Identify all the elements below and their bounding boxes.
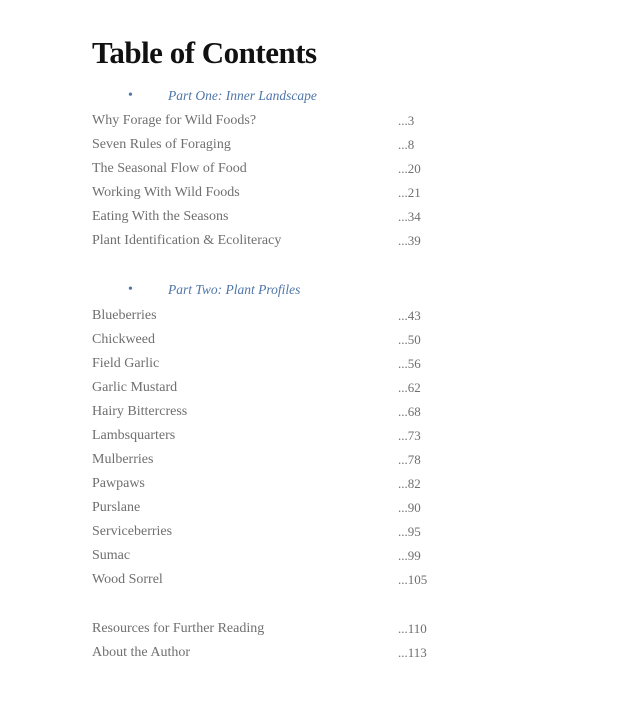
- toc-entry-title: Garlic Mustard: [92, 380, 178, 395]
- toc-entry-title: Lambsquarters: [92, 428, 176, 443]
- toc-entry-title: Mulberries: [92, 452, 154, 467]
- toc-entry[interactable]: [92, 353, 442, 375]
- toc-entry-page: ...78: [398, 452, 421, 467]
- toc-entry-page: ...68: [398, 404, 421, 419]
- toc-entry-page: ...3: [398, 113, 415, 128]
- toc-entry-title: Seven Rules of Foraging: [92, 137, 231, 152]
- toc-entry-title: Wood Sorrel: [92, 572, 163, 587]
- toc-entry-title: Pawpaws: [92, 476, 145, 491]
- toc-entry[interactable]: [92, 545, 442, 567]
- toc-entry[interactable]: [92, 110, 442, 132]
- toc-entry-resources[interactable]: [92, 618, 442, 640]
- part-heading-one: [128, 86, 317, 106]
- toc-entry-page: ...73: [398, 428, 421, 443]
- bullet-icon: •: [128, 88, 133, 103]
- toc-entry[interactable]: [92, 158, 442, 180]
- toc-entry-title: Purslane: [92, 500, 141, 515]
- toc-entry-page: ...99: [398, 548, 421, 563]
- bullet-icon: •: [128, 282, 133, 297]
- toc-entry[interactable]: [92, 401, 442, 423]
- toc-entry-page: ...95: [398, 524, 421, 539]
- toc-entry[interactable]: [92, 449, 442, 471]
- toc-entry[interactable]: [92, 305, 442, 327]
- toc-entry[interactable]: [92, 473, 442, 495]
- toc-entry-title: Eating With the Seasons: [92, 209, 229, 224]
- toc-entry-title: Serviceberries: [92, 524, 173, 539]
- toc-entry-title: Sumac: [92, 548, 131, 563]
- toc-entry-title: About the Author: [92, 645, 190, 660]
- part-heading-two: [128, 280, 300, 300]
- toc-entry[interactable]: [92, 497, 442, 519]
- toc-entry-page: ...21: [398, 185, 421, 200]
- toc-entry-page: ...113: [398, 645, 427, 660]
- toc-entry-title: Why Forage for Wild Foods?: [92, 113, 257, 128]
- toc-entry-title: Plant Identification & Ecoliteracy: [92, 233, 282, 248]
- toc-entry-page: ...105: [398, 572, 428, 587]
- toc-entry-page: ...56: [398, 356, 421, 371]
- toc-entry-page: ...39: [398, 233, 421, 248]
- toc-entry[interactable]: [92, 134, 442, 156]
- toc-entry[interactable]: [92, 377, 442, 399]
- toc-entry-page: ...82: [398, 476, 421, 491]
- toc-entry[interactable]: [92, 425, 442, 447]
- toc-entry[interactable]: [92, 206, 442, 228]
- toc-entry[interactable]: [92, 329, 442, 351]
- toc-entry-title: Blueberries: [92, 308, 157, 323]
- toc-entry-page: ...8: [398, 137, 415, 152]
- toc-entry-title: Chickweed: [92, 332, 155, 347]
- toc-entry-page: ...43: [398, 308, 421, 323]
- toc-entry-title: Working With Wild Foods: [92, 185, 240, 200]
- page-title: Table of Contents: [92, 35, 317, 70]
- toc-entry-page: ...50: [398, 332, 421, 347]
- toc-entry-page: ...20: [398, 161, 421, 176]
- toc-entry[interactable]: [92, 569, 442, 591]
- toc-entry[interactable]: [92, 521, 442, 543]
- toc-entry-about-author[interactable]: [92, 642, 442, 664]
- toc-entry[interactable]: [92, 182, 442, 204]
- toc-entry[interactable]: [92, 230, 442, 252]
- toc-entry-page: ...110: [398, 621, 427, 636]
- toc-entry-page: ...62: [398, 380, 421, 395]
- part-heading-label: Part Two: Plant Profiles: [168, 282, 301, 297]
- toc-entry-page: ...34: [398, 209, 421, 224]
- toc-entry-title: Resources for Further Reading: [92, 621, 265, 636]
- part-heading-label: Part One: Inner Landscape: [168, 88, 317, 103]
- toc-entry-title: Field Garlic: [92, 356, 160, 371]
- toc-entry-title: The Seasonal Flow of Food: [92, 161, 247, 176]
- toc-entry-title: Hairy Bittercress: [92, 404, 188, 419]
- toc-entry-page: ...90: [398, 500, 421, 515]
